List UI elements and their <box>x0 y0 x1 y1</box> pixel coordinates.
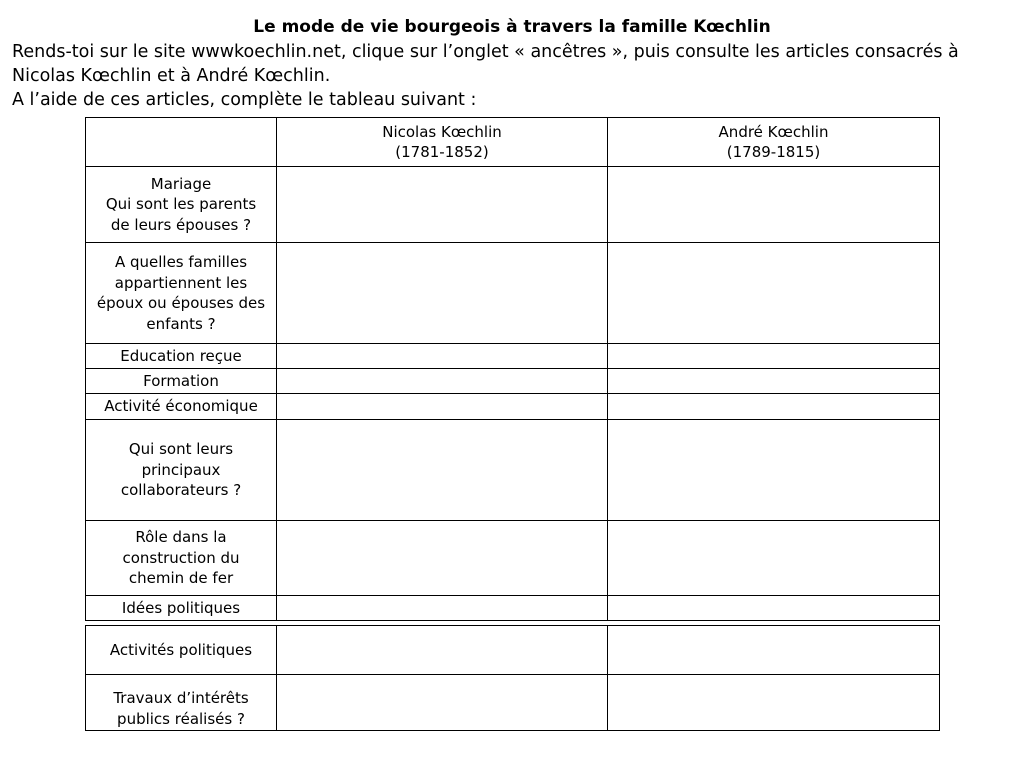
row-label-line: enfants ? <box>146 314 216 333</box>
table-row <box>86 420 940 521</box>
row-label-line: construction du <box>122 548 240 567</box>
table-row <box>86 243 940 344</box>
answer-cell[interactable] <box>277 344 608 369</box>
answer-cell[interactable] <box>277 394 608 420</box>
answer-cell[interactable] <box>277 596 608 621</box>
answer-cell[interactable] <box>608 596 940 621</box>
worksheet-table-continued <box>85 625 940 731</box>
row-label-activites-politiques: Activités politiques <box>86 626 277 675</box>
header-andre <box>608 118 940 167</box>
instruction-line-2: A l’aide de ces articles, complète le tableau suivant : <box>12 90 477 110</box>
page-title: Le mode de vie bourgeois à travers la famille Kœchlin <box>253 17 771 37</box>
answer-cell[interactable] <box>277 369 608 394</box>
header-empty-cell <box>86 118 277 167</box>
row-label-line: Qui sont leurs <box>128 440 234 459</box>
table-row <box>86 394 940 420</box>
answer-cell[interactable] <box>608 521 940 596</box>
header-dates: (1789-1815) <box>726 143 821 161</box>
row-label-idees-politiques: Idées politiques <box>86 596 277 621</box>
row-label-education: Education reçue <box>86 344 277 369</box>
answer-cell[interactable] <box>277 420 608 521</box>
table-row <box>86 626 940 675</box>
table-row <box>86 344 940 369</box>
row-label-chemin-de-fer <box>86 521 277 596</box>
answer-cell[interactable] <box>277 675 608 731</box>
table-header-row <box>86 118 940 167</box>
table-row <box>86 675 940 731</box>
row-label-familles <box>86 243 277 344</box>
row-label-travaux-publics <box>86 675 277 731</box>
instruction-line-1: Rends-toi sur le site wwwkoechlin.net, clique sur l’onglet « ancêtres », puis consulte les articles consacrés à Nicolas Kœchlin et à André Kœchlin. <box>12 42 959 86</box>
row-label-line: Qui sont les parents <box>105 195 257 214</box>
table-row <box>86 369 940 394</box>
answer-cell[interactable] <box>608 369 940 394</box>
answer-cell[interactable] <box>608 344 940 369</box>
answer-cell[interactable] <box>608 243 940 344</box>
row-label-mariage <box>86 167 277 243</box>
row-label-formation: Formation <box>86 369 277 394</box>
row-label-line: collaborateurs ? <box>120 481 242 500</box>
row-label-line: appartiennent les <box>114 273 248 292</box>
row-label-line: publics réalisés ? <box>117 709 245 728</box>
table-row <box>86 521 940 596</box>
row-label-line: Travaux d’intérêts <box>113 689 249 707</box>
row-label-line: de leurs épouses ? <box>110 215 252 234</box>
answer-cell[interactable] <box>277 167 608 243</box>
header-dates: (1781-1852) <box>395 143 489 161</box>
answer-cell[interactable] <box>608 167 940 243</box>
header-name: André Kœchlin <box>718 122 829 141</box>
instructions <box>12 40 1017 112</box>
row-label-line: chemin de fer <box>128 569 234 588</box>
row-label-collaborateurs <box>86 420 277 521</box>
row-label-line: époux ou épouses des <box>96 294 266 312</box>
row-label-line: Mariage <box>150 174 212 193</box>
row-label-activite-economique: Activité économique <box>86 394 277 420</box>
row-label-line: A quelles familles <box>114 253 248 271</box>
answer-cell[interactable] <box>608 420 940 521</box>
answer-cell[interactable] <box>608 626 940 675</box>
answer-cell[interactable] <box>608 675 940 731</box>
table-row <box>86 596 940 621</box>
header-nicolas <box>277 118 608 167</box>
header-name: Nicolas Kœchlin <box>382 122 502 141</box>
answer-cell[interactable] <box>277 243 608 344</box>
worksheet-table <box>85 117 940 621</box>
answer-cell[interactable] <box>277 626 608 675</box>
row-label-line: principaux <box>141 460 221 479</box>
answer-cell[interactable] <box>277 521 608 596</box>
answer-cell[interactable] <box>608 394 940 420</box>
row-label-line: Rôle dans la <box>135 528 227 547</box>
table-row <box>86 167 940 243</box>
